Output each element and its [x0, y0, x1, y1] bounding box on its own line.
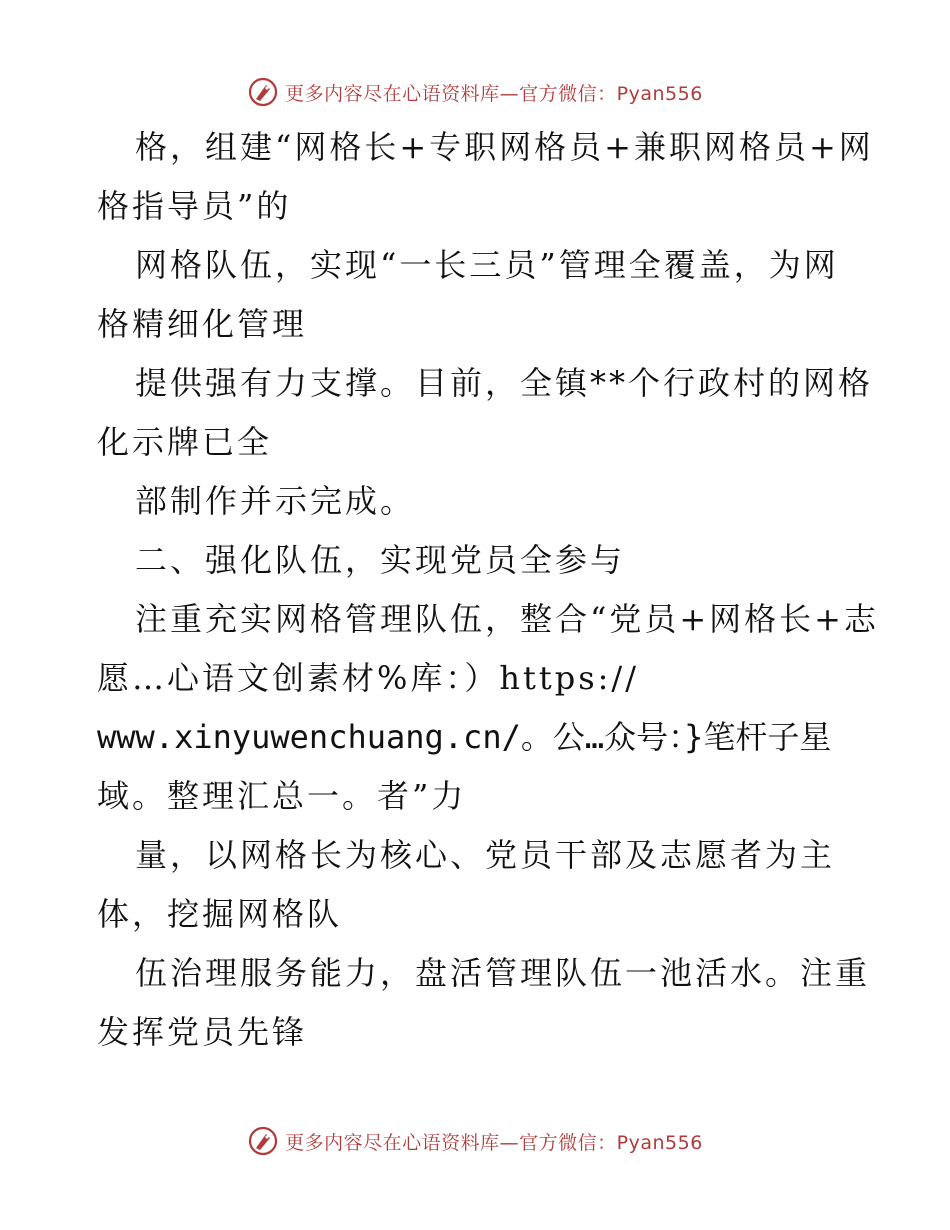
watermark-text: 更多内容尽在心语资料库—官方微信：Pyan556: [285, 1131, 703, 1154]
body-line: 量，以网格长为核心、党员干部及志愿者为主: [135, 836, 836, 874]
body-line: 注重充实网格管理队伍，整合“党员+网格长+志: [135, 600, 879, 638]
body-line: 愿…心语文创素材%库：）https://: [97, 659, 639, 697]
body-line: 格指导员”的: [97, 187, 292, 225]
body-line: 部制作并示完成。: [135, 482, 416, 520]
header-watermark: [0, 72, 950, 112]
watermark-text: 更多内容尽在心语资料库—官方微信：Pyan556: [285, 82, 703, 105]
footer-watermark: [0, 1121, 950, 1161]
body-line: 域。整理汇总一。者”力: [97, 777, 467, 815]
document-body: [97, 118, 879, 1062]
url-line: www.xinyuwenchuang.cn/。公…众号：}笔杆子星: [97, 718, 832, 756]
body-line: 网格队伍，实现“一长三员”管理全覆盖，为网: [135, 246, 839, 284]
body-line: 体，挖掘网格队: [97, 895, 343, 933]
body-line: 伍治理服务能力，盘活管理队伍一池活水。注重: [135, 954, 871, 992]
pen-nib-logo-icon: [247, 1125, 279, 1157]
body-line: 格，组建“网格长+专职网格员+兼职网格员+网: [135, 128, 874, 166]
body-line: 格精细化管理: [97, 305, 308, 343]
section-heading: 二、强化队伍，实现党员全参与: [135, 541, 626, 579]
body-line: 化示牌已全: [97, 423, 273, 461]
pen-nib-logo-icon: [247, 76, 279, 108]
body-line: 发挥党员先锋: [97, 1013, 308, 1051]
body-line: 提供强有力支撑。目前，全镇**个行政村的网格: [135, 364, 874, 402]
